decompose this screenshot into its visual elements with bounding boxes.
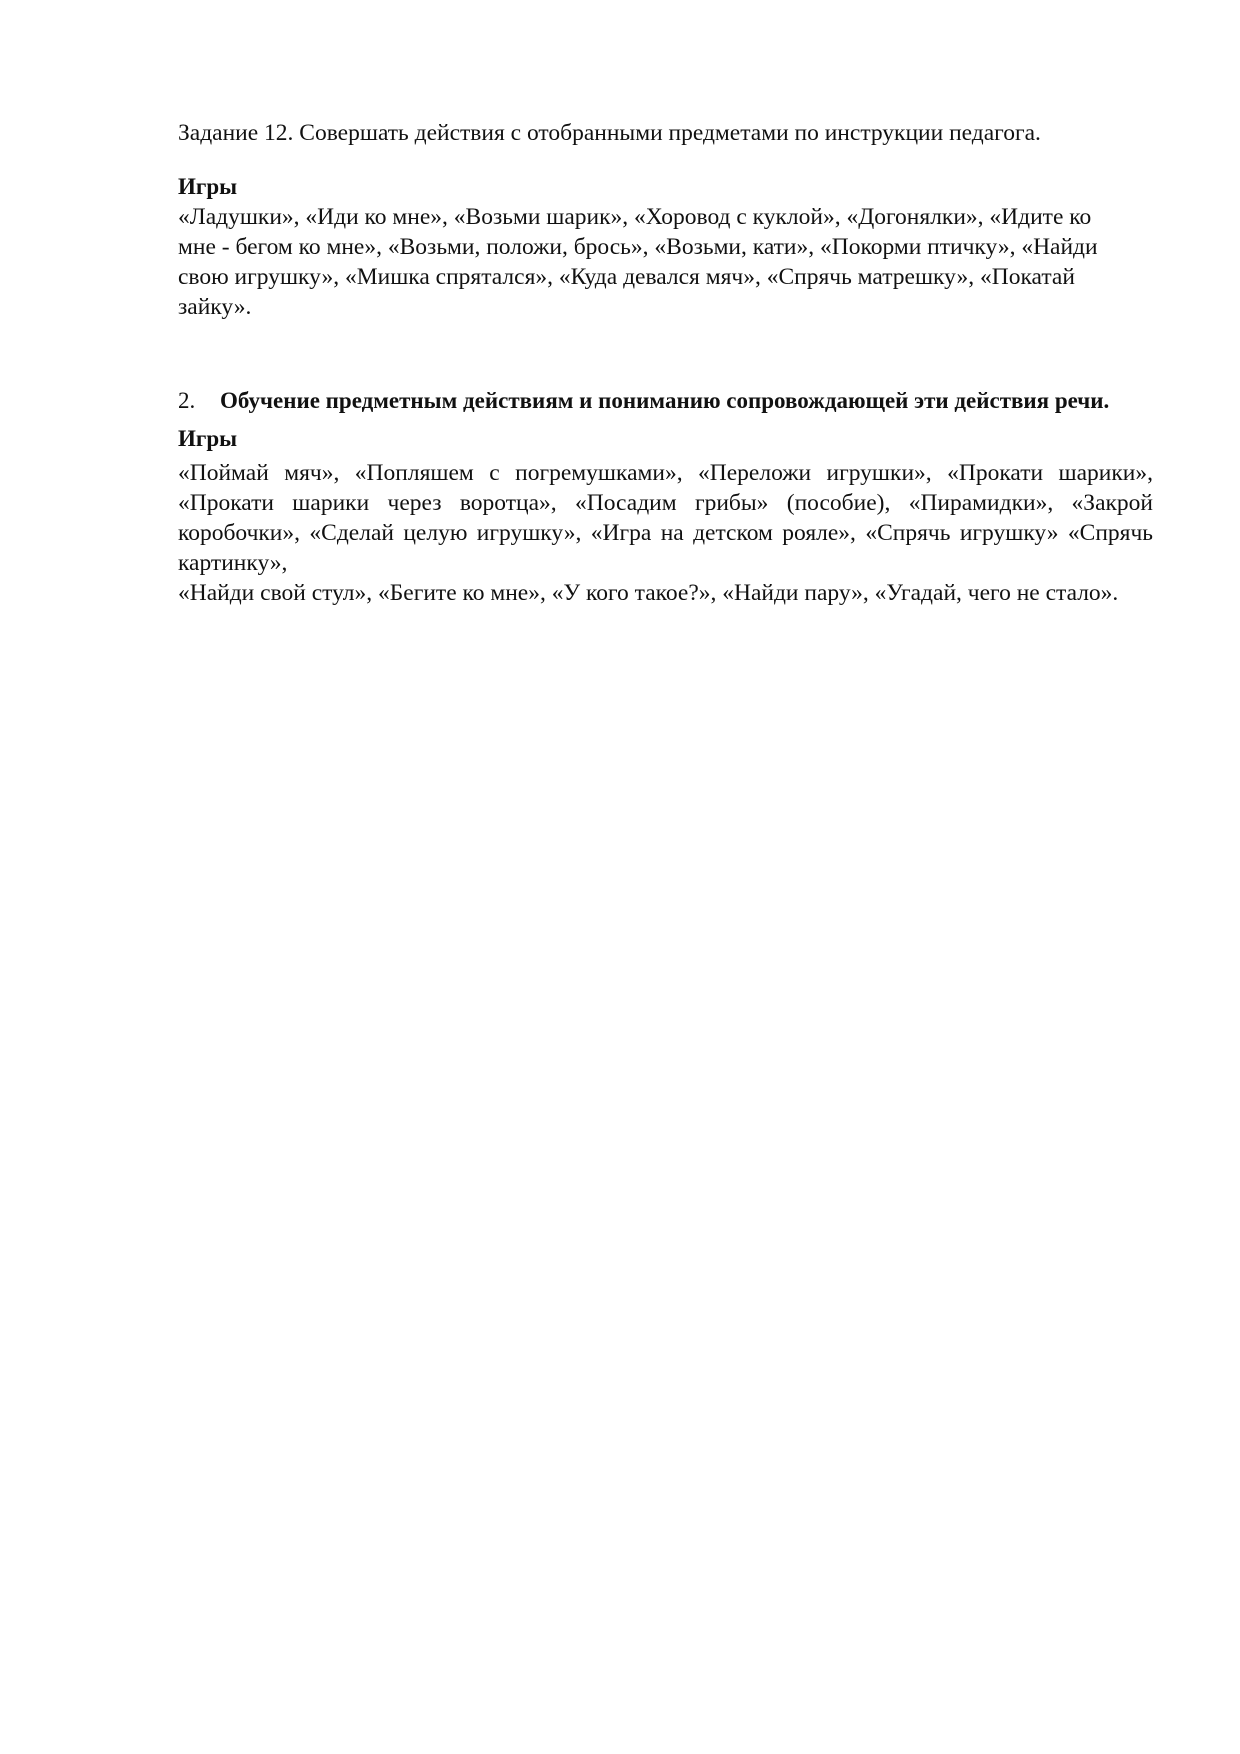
section-2-title: Обучение предметным действиям и пониманию сопровождающей эти действия речи. Игры <box>178 388 1110 451</box>
games-heading: Игры <box>178 174 238 199</box>
section-2-games-list <box>178 458 1153 608</box>
games-list: «Ладушки», «Иди ко мне», «Возьми шарик», «Хоровод с куклой», «Догонялки», «Идите ко мне - бегом ко мне», «Возьми, положи, брось», «Возьми, кати», «Покорми птичку», «Найди свою игрушку», «Мишка спрятался», «Куда девался мяч», «Спрячь матрешку», «Покатай зайку». <box>178 204 1098 320</box>
task-text: Задание 12. Совершать действия с отобранными предметами по инструкции педагога. <box>178 120 1041 146</box>
section-2 <box>178 382 1153 608</box>
section-2-games-paragraph-2: «Найди свой стул», «Бегите ко мне», «У кого такое?», «Найди пару», «Угадай, чего не стало». <box>178 580 1119 606</box>
section-2-heading <box>178 382 1148 458</box>
section-2-games-paragraph-1: «Поймай мяч», «Попляшем с погремушками», «Переложи игрушки», «Прокати шарики», «Прокати шарики через воротца», «Посадим грибы» (пособие), «Пирамидки», «Закрой коробочки», «Сделай целую игрушку», «Игра на детском рояле», «Спрячь игрушку» «Спрячь картинку», <box>178 460 1153 576</box>
section-2-number: 2. <box>178 388 196 413</box>
document-content <box>178 118 1153 608</box>
